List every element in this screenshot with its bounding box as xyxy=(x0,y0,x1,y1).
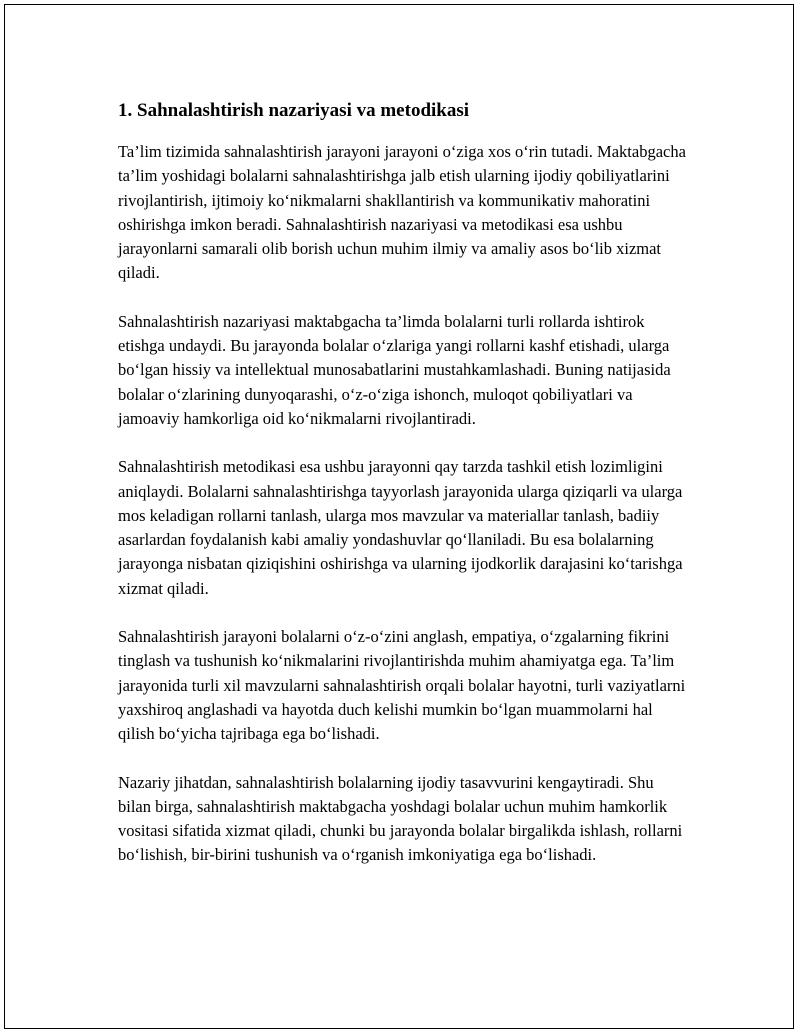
document-body xyxy=(118,97,690,892)
paragraph-4: Sahnalashtirish jarayoni bolalarni o‘z-o‘zini anglash, empatiya, o‘zgalarning fikrini tinglash va tushunish ko‘nikmalarini rivojlantirishda muhim ahamiyatga ega. Ta’lim jarayonida turli xil mavzularni sahnalashtirish orqali bolalar hayotni, turli vaziyatlarni yaxshiroq anglashadi va hayotda duch kelishi mumkin bo‘lgan muammolarni hal qilish bo‘yicha tajribaga ega bo‘lishadi. xyxy=(118,627,686,744)
paragraph-3: Sahnalashtirish metodikasi esa ushbu jarayonni qay tarzda tashkil etish lozimligini aniqlaydi. Bolalarni sahnalashtirishga tayyorlash jarayonida ularga qiziqarli va ularga mos keladigan rollarni tanlash, ularga mos mavzular va materiallar tanlash, badiiy asarlardan foydalanish kabi amaliy yondashuvlar qo‘llaniladi. Bu esa bolalarning jarayonga nisbatan qiziqishini oshirishga va ularning ijodkorlik darajasini ko‘tarishga xizmat qiladi. xyxy=(118,457,683,598)
section-heading: 1. Sahnalashtirish nazariyasi va metodikasi xyxy=(118,100,470,121)
paragraph-5: Nazariy jihatdan, sahnalashtirish bolalarning ijodiy tasavvurini kengaytiradi. Shu bilan birga, sahnalashtirish maktabgacha yoshdagi bolalar uchun muhim hamkorlik vositasi sifatida xizmat qiladi, chunki bu jarayonda bolalar birgalikda ishlash, rollarni bo‘lishish, bir-birini tushunish va o‘rganish imkoniyatiga ega bo‘lishadi. xyxy=(118,772,683,865)
document-page xyxy=(4,4,794,1029)
paragraph-1: Ta’lim tizimida sahnalashtirish jarayoni jarayoni o‘ziga xos o‘rin tutadi. Maktabgacha ta’lim yoshidagi bolalarni sahnalashtirishga jalb etish ularning ijodiy qobiliyatlarini rivojlantirish, ijtimoiy ko‘nikmalarni shakllantirish va kommunikativ mahoratini oshirishga imkon beradi. Sahnalashtirish nazariyasi va metodikasi esa ushbu jarayonlarni samarali olib borish uchun muhim ilmiy va amaliy asos bo‘lib xizmat qiladi. xyxy=(118,142,686,283)
paragraph-2: Sahnalashtirish nazariyasi maktabgacha ta’limda bolalarni turli rollarda ishtirok etishga undaydi. Bu jarayonda bolalar o‘zlariga yangi rollarni kashf etishadi, ularga bo‘lgan hissiy va intellektual munosabatlarini mustahkamlashadi. Buning natijasida bolalar o‘zlarining dunyoqarashi, o‘z-o‘ziga ishonch, muloqot qobiliyatlari va jamoaviy hamkorliga oid ko‘nikmalarni rivojlantiradi. xyxy=(118,311,671,428)
